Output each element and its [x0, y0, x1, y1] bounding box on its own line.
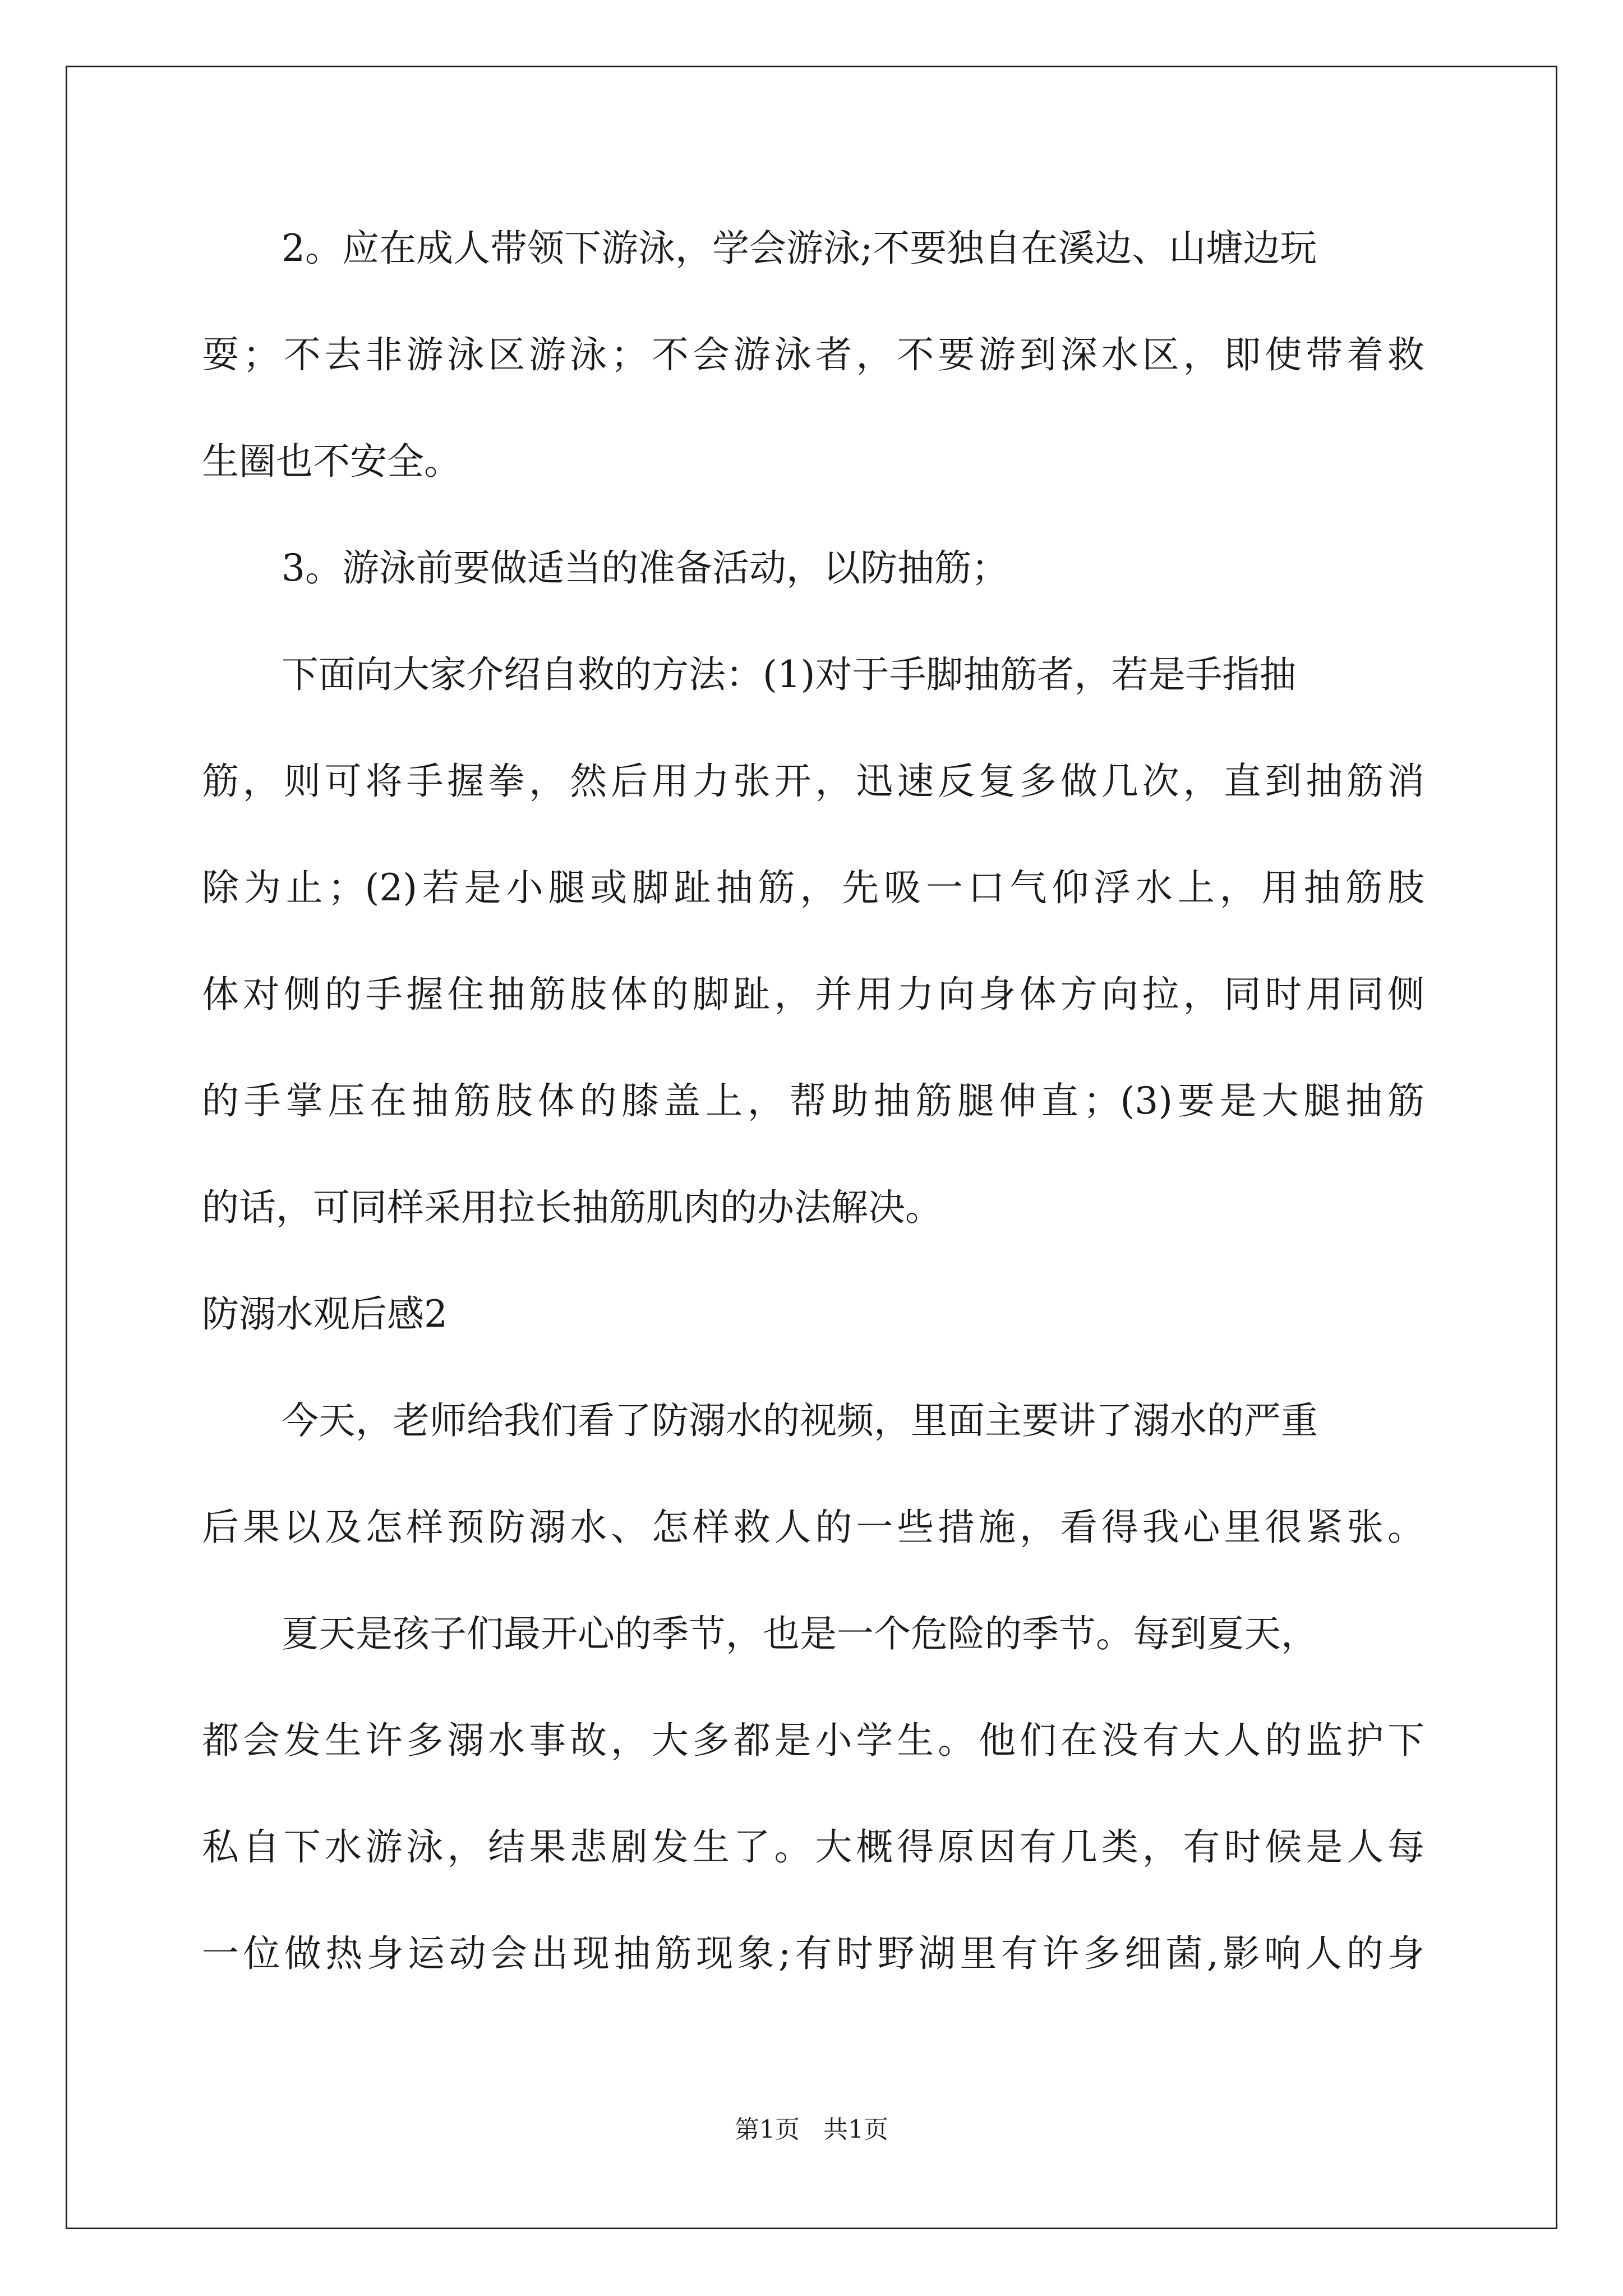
text-line: 的手掌压在抽筋肢体的膝盖上，帮助抽筋腿伸直；(3)要是大腿抽筋	[202, 1079, 1424, 1122]
text-line: 今天，老师给我们看了防溺水的视频，里面主要讲了溺水的严重	[282, 1399, 1318, 1442]
text-line: 的话，可同样采用拉长抽筋肌肉的办法解决。	[202, 1186, 942, 1229]
text-line: 生圈也不安全。	[202, 440, 461, 483]
text-line: 下面向大家介绍自救的方法：(1)对于手脚抽筋者，若是手指抽	[282, 653, 1297, 696]
text-line: 私自下水游泳，结果悲剧发生了。大概得原因有几类，有时候是人每	[202, 1825, 1424, 1869]
section-heading: 防溺水观后感2	[202, 1292, 448, 1336]
text-line: 2。应在成人带领下游泳，学会游泳;不要独自在溪边、山塘边玩	[282, 227, 1317, 270]
page-number: 第1页 共1页	[735, 2115, 888, 2144]
page-border	[66, 66, 1557, 2229]
text-line: 都会发生许多溺水事故，大多都是小学生。他们在没有大人的监护下	[202, 1719, 1424, 1762]
text-line: 体对侧的手握住抽筋肢体的脚趾，并用力向身体方向拉，同时用同侧	[202, 973, 1424, 1016]
text-line: 耍；不去非游泳区游泳；不会游泳者，不要游到深水区，即使带着救	[202, 333, 1424, 376]
text-line: 除为止；(2)若是小腿或脚趾抽筋，先吸一口气仰浮水上，用抽筋肢	[202, 866, 1424, 909]
text-line: 3。游泳前要做适当的准备活动，以防抽筋；	[282, 546, 1008, 590]
text-line: 筋，则可将手握拳，然后用力张开，迅速反复多做几次，直到抽筋消	[202, 760, 1424, 803]
text-line: 后果以及怎样预防溺水、怎样救人的一些措施，看得我心里很紧张。	[202, 1506, 1424, 1549]
text-line: 夏天是孩子们最开心的季节，也是一个危险的季节。每到夏天，	[282, 1612, 1318, 1655]
text-line: 一位做热身运动会出现抽筋现象;有时野湖里有许多细菌,影响人的身	[202, 1932, 1424, 1975]
